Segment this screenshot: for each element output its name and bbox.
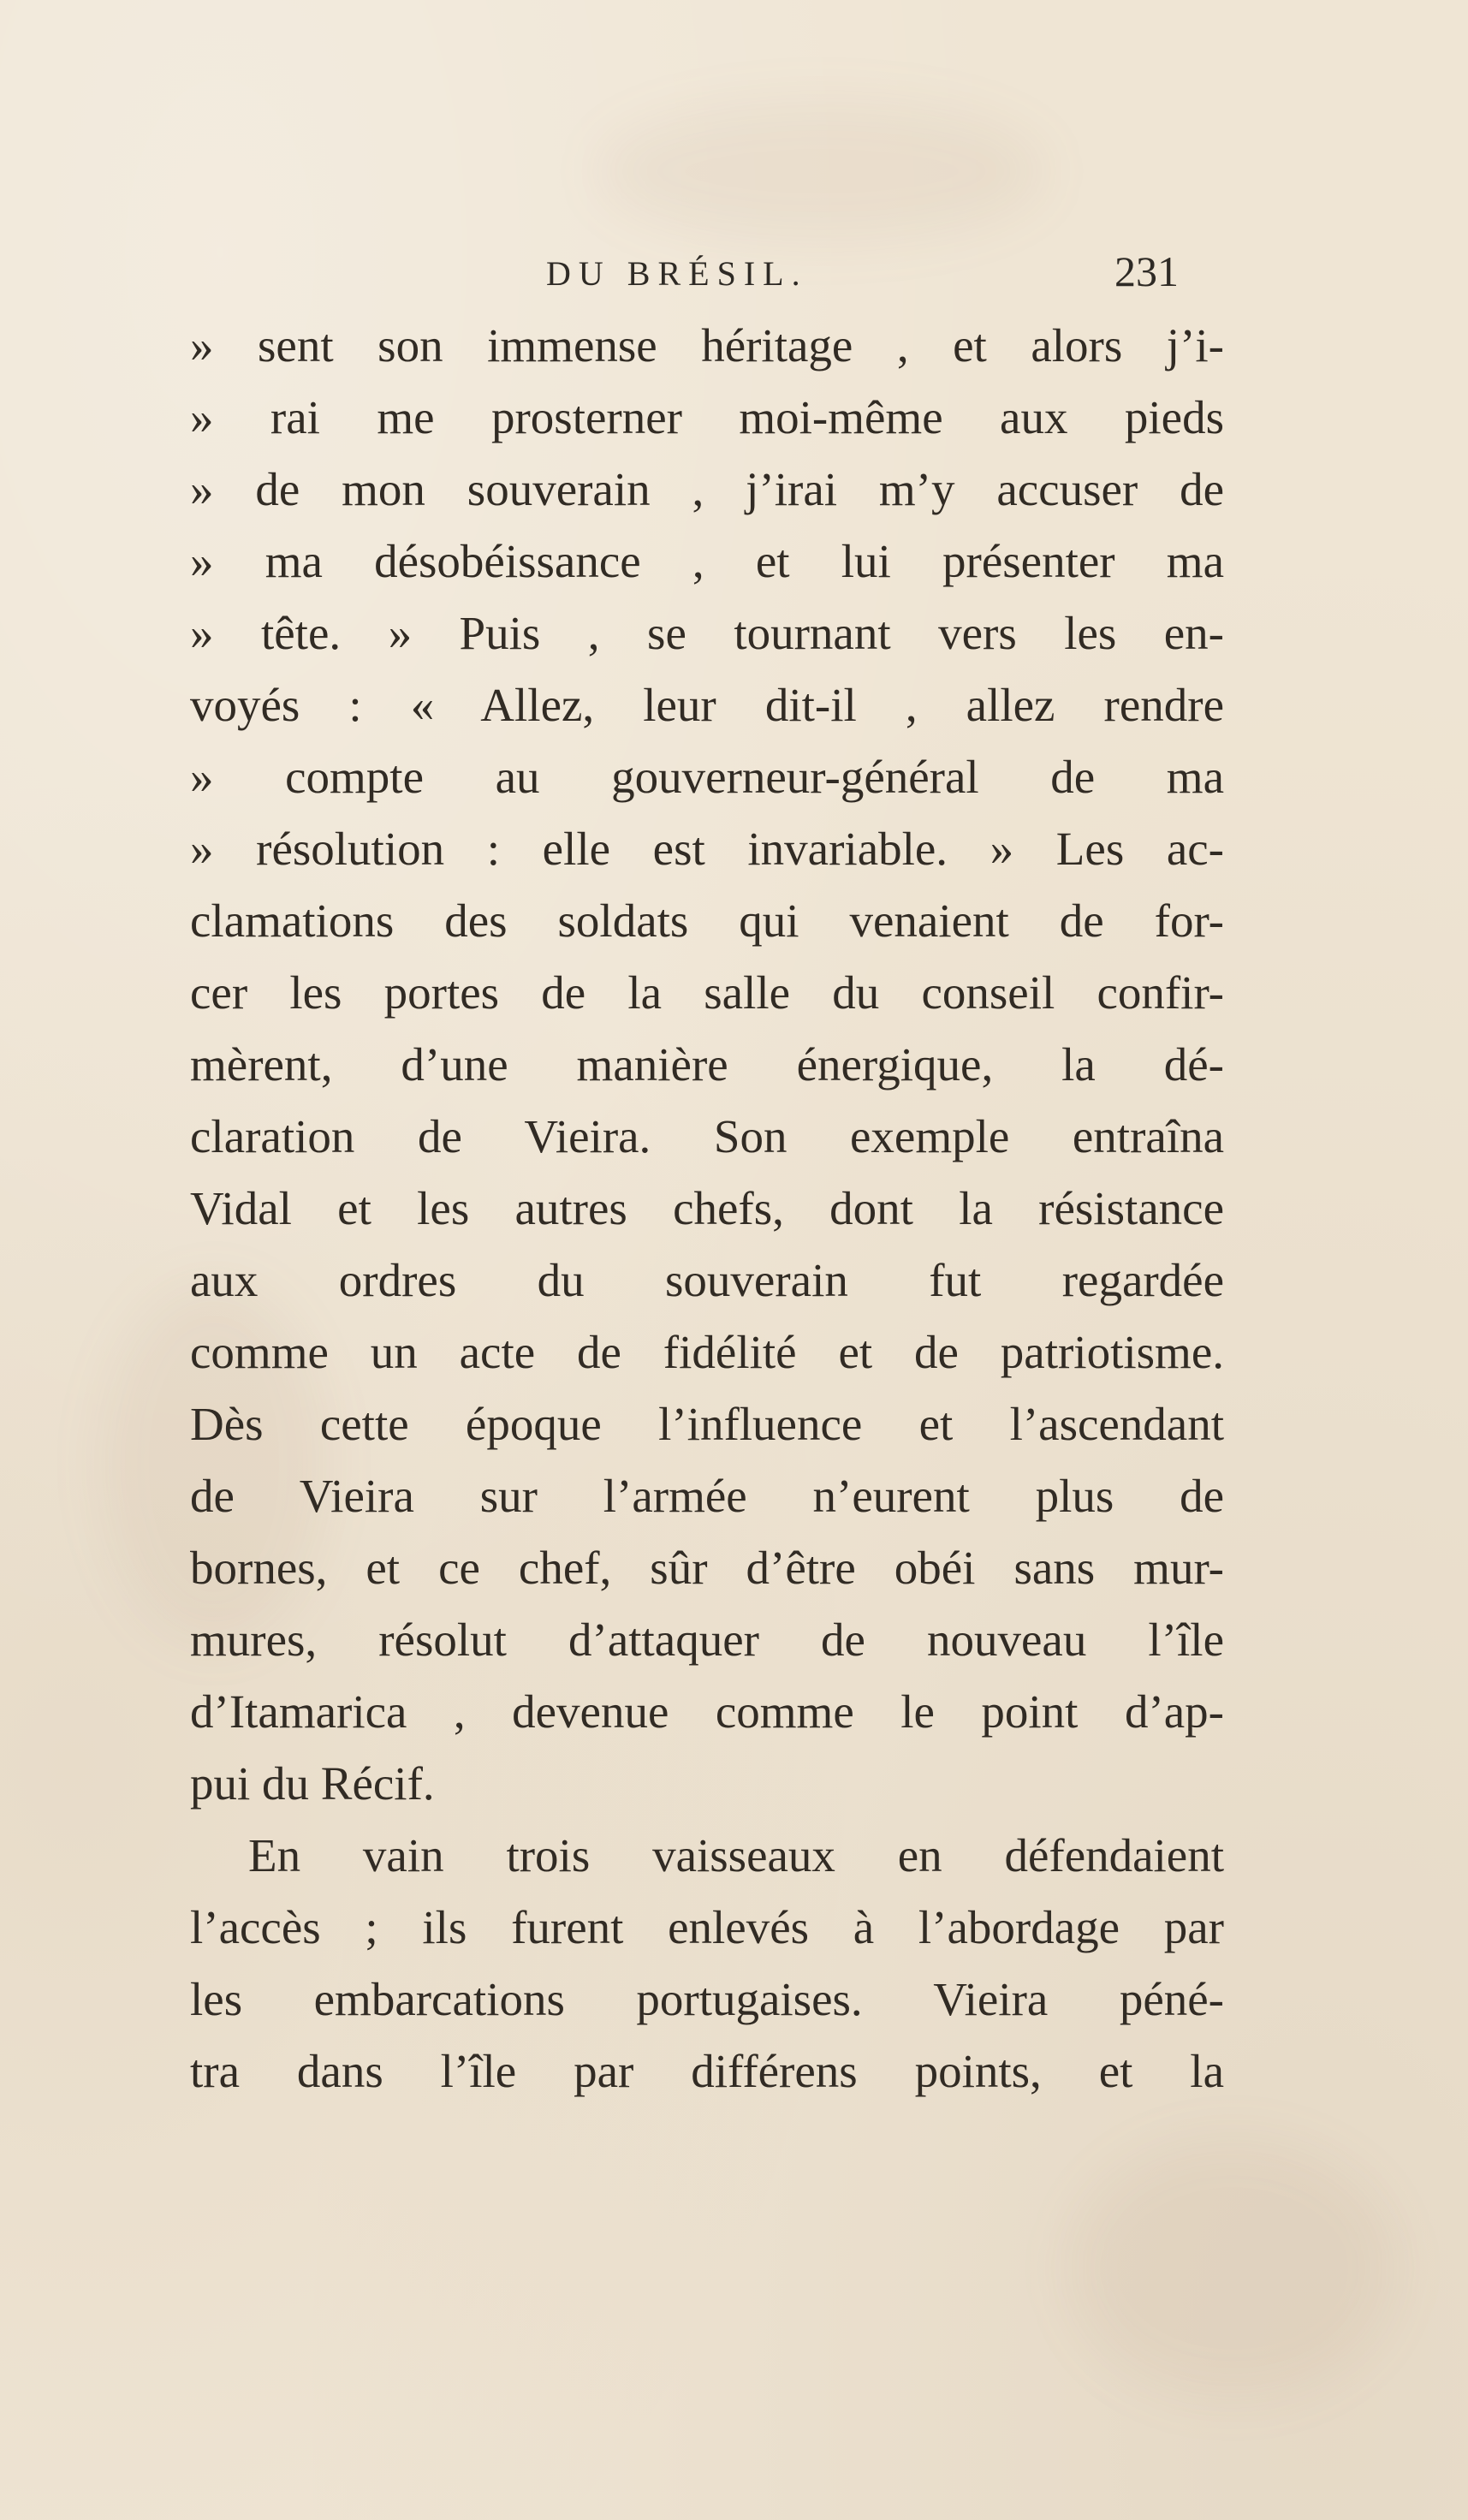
text-line: aux ordres du souverain fut regardée [190,1254,1224,1306]
text-line: » résolution : elle est invariable. » Les ac- [190,823,1224,875]
text-line: claration de Vieira. Son exemple entraîna [190,1110,1224,1162]
text-line: comme un acte de fidélité et de patriotisme. [190,1326,1224,1378]
text-line: les embarcations portugaises. Vieira péné- [190,1973,1224,2025]
text-line: Vidal et les autres chefs, dont la résistance [190,1182,1224,1234]
text-line: » rai me prosterner moi-même aux pieds [190,391,1224,443]
text-line: bornes, et ce chef, sûr d’être obéi sans mur- [190,1542,1224,1594]
page-header [0,247,1468,305]
running-title: DU BRÉSIL. [546,254,808,293]
text-line: » compte au gouverneur-général de ma [190,751,1224,803]
body-text [190,310,1224,2107]
text-line: mèrent, d’une manière énergique, la dé- [190,1038,1224,1091]
text-line: En vain trois vaisseaux en défendaient [248,1829,1224,1881]
page-number: 231 [1114,247,1179,295]
text-line: cer les portes de la salle du conseil confir- [190,966,1224,1019]
text-line: clamations des soldats qui venaient de for- [190,894,1224,947]
text-line: l’accès ; ils furent enlevés à l’abordage par [190,1901,1224,1953]
text-line: tra dans l’île par différens points, et la [190,2045,1224,2097]
text-line: » sent son immense héritage , et alors j’i- [190,319,1224,371]
text-line: d’Itamarica , devenue comme le point d’ap- [190,1685,1224,1738]
text-line: mures, résolut d’attaquer de nouveau l’île [190,1614,1224,1666]
text-line: » tête. » Puis , se tournant vers les en- [190,607,1224,659]
text-line: Dès cette époque l’influence et l’ascendant [190,1398,1224,1450]
text-line: » de mon souverain , j’irai m’y accuser de [190,463,1224,515]
text-line: de Vieira sur l’armée n’eurent plus de [190,1470,1224,1522]
paper-stain [1070,2140,1395,2397]
text-line: voyés : « Allez, leur dit-il , allez rendre [190,679,1224,731]
paper-stain [599,103,1044,240]
text-line: » ma désobéissance , et lui présenter ma [190,535,1224,587]
text-line: pui du Récif. [190,1757,435,1810]
